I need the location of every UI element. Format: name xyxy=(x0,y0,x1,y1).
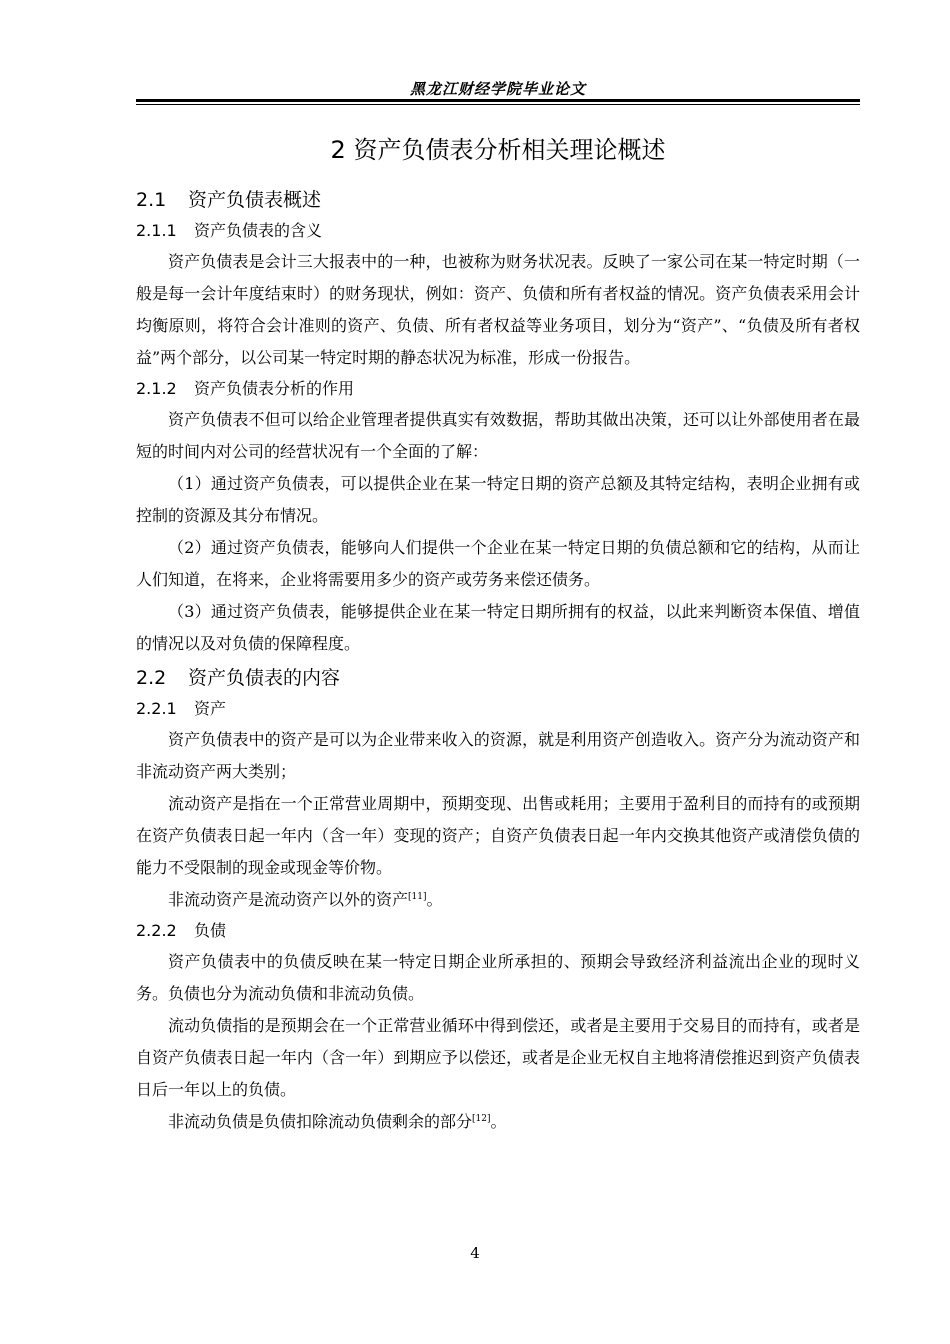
subsection-heading-2-1-2 xyxy=(136,374,860,404)
subsection-heading-2-2-1 xyxy=(136,694,860,724)
citation-ref: [12] xyxy=(472,1114,491,1124)
section-title: 资产负债表的内容 xyxy=(188,667,341,689)
paragraph: 资产负债表中的负债反映在某一特定日期企业所承担的、预期会导致经济利益流出企业的现时义务。负债也分为流动负债和非流动负债。 xyxy=(136,952,860,1003)
list-paragraph: （3）通过资产负债表，能够提供企业在某一特定日期所拥有的权益，以此来判断资本保值、增值的情况以及对负债的保障程度。 xyxy=(136,602,860,653)
header-rule-thick xyxy=(136,99,860,102)
section-title: 资产负债表概述 xyxy=(188,189,322,211)
paragraph: 流动负债指的是预期会在一个正常营业循环中得到偿还，或者是主要用于交易目的而持有，或者是自资产负债表日起一年内（含一年）到期应予以偿还，或者是企业无权自主地将清偿推迟到资产负债表日后一年以上的负债。 xyxy=(136,1016,860,1099)
header-rule-thin xyxy=(136,104,860,105)
subsection-number: 2.2.1 xyxy=(136,699,177,718)
paragraph: 资产负债表中的资产是可以为企业带来收入的资源，就是利用资产创造收入。资产分为流动资产和非流动资产两大类别； xyxy=(136,730,860,781)
page-body xyxy=(136,130,860,1138)
chapter-title: 2 资产负债表分析相关理论概述 xyxy=(330,136,666,164)
paragraph xyxy=(136,1106,860,1138)
subsection-number: 2.2.2 xyxy=(136,921,177,940)
subsection-title: 资产负债表分析的作用 xyxy=(194,379,355,398)
page-header: 黑龙江财经学院毕业论文 xyxy=(409,80,586,98)
page-number: 4 xyxy=(470,1244,480,1262)
paragraph: 资产负债表不但可以给企业管理者提供真实有效数据，帮助其做出决策，还可以让外部使用者在最短的时间内对公司的经营状况有一个全面的了解： xyxy=(136,410,860,461)
section-heading-2-1 xyxy=(136,184,860,216)
subsection-heading-2-2-2 xyxy=(136,916,860,946)
citation-ref: [11] xyxy=(408,892,427,902)
subsection-title: 资产 xyxy=(194,699,227,718)
list-paragraph: （1）通过资产负债表，可以提供企业在某一特定日期的资产总额及其特定结构，表明企业拥有或控制的资源及其分布情况。 xyxy=(136,474,860,525)
paragraph: 资产负债表是会计三大报表中的一种，也被称为财务状况表。反映了一家公司在某一特定时期（一般是每一会计年度结束时）的财务现状，例如：资产、负债和所有者权益的情况。资产负债表采用会计均衡原则，将符合会计准则的资产、负债、所有者权益等业务项目，划分为“资产”、“负债及所有者权益”两个部分，以公司某一特定时期的静态状况为标准，形成一份报告。 xyxy=(136,252,860,367)
section-heading-2-2 xyxy=(136,662,860,694)
paragraph-text: 非流动资产是流动资产以外的资产 xyxy=(168,890,409,909)
subsection-number: 2.1.2 xyxy=(136,379,177,398)
section-number: 2.2 xyxy=(136,667,167,689)
section-number: 2.1 xyxy=(136,189,167,211)
paragraph xyxy=(136,884,860,916)
paragraph: 流动资产是指在一个正常营业周期中，预期变现、出售或耗用；主要用于盈利目的而持有的或预期在资产负债表日起一年内（含一年）变现的资产；自资产负债表日起一年内交换其他资产或清偿负债的能力不受限制的现金或现金等价物。 xyxy=(136,794,860,877)
paragraph-end: 。 xyxy=(490,1112,507,1131)
subsection-title: 资产负债表的含义 xyxy=(194,221,323,240)
paragraph-end: 。 xyxy=(426,890,443,909)
paragraph-text: 非流动负债是负债扣除流动负债剩余的部分 xyxy=(168,1112,473,1131)
subsection-heading-2-1-1 xyxy=(136,216,860,246)
subsection-title: 负债 xyxy=(194,921,227,940)
subsection-number: 2.1.1 xyxy=(136,221,177,240)
list-paragraph: （2）通过资产负债表，能够向人们提供一个企业在某一特定日期的负债总额和它的结构，从而让人们知道，在将来，企业将需要用多少的资产或劳务来偿还债务。 xyxy=(136,538,860,589)
